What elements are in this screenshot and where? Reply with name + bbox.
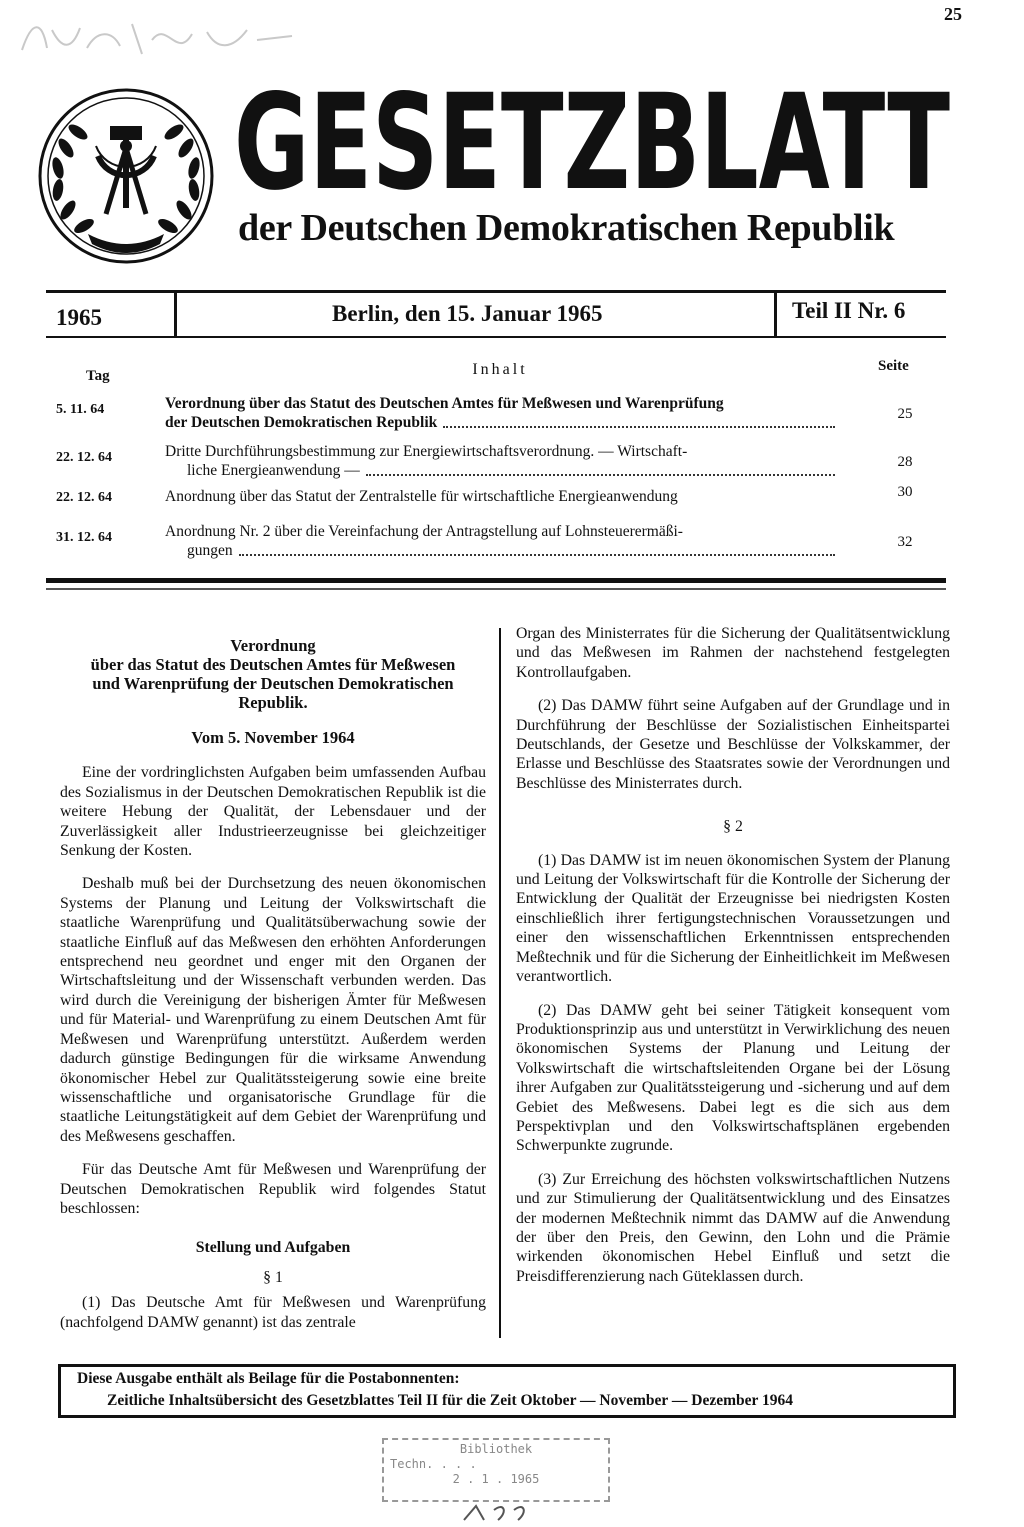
toc-page: 30 [897, 484, 913, 500]
place-and-date: Berlin, den 15. Januar 1965 [332, 301, 603, 326]
decree-heading-line: Verordnung [230, 636, 316, 655]
bar-top-rule [46, 290, 946, 293]
paragraph: Organ des Ministerrates für die Sicherung der Qualitätsentwicklung und das Meßwesen im Rahmen der nachstehend festgelegten Kontrollaufgaben. [516, 625, 950, 681]
section-mark: § 2 [723, 818, 743, 836]
toc-date: 31. 12. 64 [56, 530, 112, 545]
paragraph: (2) Das DAMW geht bei seiner Tätigkeit konsequent vom Produktionsprinzip aus und unterstützt in Verwirklichung des neuen ökonomischen Systems der Planung und Leitung der Volkswirtschaft die wirtschaftsleitenden Organe bei der Lösung ihrer Aufgaben zur Qualitätssteigerung und -sicherung und auf dem Gebiet des Meßwesens. Dabei legt es die sich aus dem Perspektivplan und den Volkswirtschaftsplänen ergebenden Schwerpunkte zugrunde. [516, 1001, 950, 1155]
left-column [60, 636, 486, 1346]
section-mark: § 1 [263, 1268, 283, 1286]
handwritten-signature-icon [2, 10, 302, 70]
stamp-line: 2 . 1 . 1965 [452, 1472, 540, 1486]
toc-entry-line: liche Energieanwendung — [187, 462, 360, 479]
decree-heading-line: über das Statut des Deutschen Amtes für Meßwesen [90, 655, 456, 674]
toc-entry[interactable] [165, 487, 835, 506]
column-divider [499, 628, 501, 1338]
toc-entry-line: gungen [187, 542, 233, 559]
supplement-notice-box [58, 1364, 956, 1418]
toc-date: 5. 11. 64 [56, 402, 105, 417]
toc-entry-line: der Deutschen Demokratischen Republik [165, 414, 438, 431]
toc-entry-line-wrap [165, 461, 835, 480]
toc-title: Inhalt [472, 361, 528, 378]
supplement-notice-line: Zeitliche Inhaltsübersicht des Gesetzblattes Teil II für die Zeit Oktober — November — Dezember 1964 [107, 1392, 793, 1409]
masthead [234, 78, 954, 196]
toc-page: 28 [897, 454, 913, 470]
toc-page: 25 [897, 406, 913, 422]
toc-page-header: Seite [878, 358, 909, 374]
decree-heading-line: und Warenprüfung der Deutschen Demokratischen [92, 674, 454, 693]
paragraph: Für das Deutsche Amt für Meßwesen und Warenprüfung der Deutschen Demokratischen Republik wird folgendes Statut beschlossen: [60, 1161, 486, 1217]
section-title: Stellung und Aufgaben [195, 1239, 351, 1257]
decree-date: Vom 5. November 1964 [191, 728, 355, 747]
issue-number: Teil II Nr. 6 [792, 298, 906, 323]
stamp-line: Techn. . . . [390, 1457, 477, 1471]
toc-page: 32 [897, 534, 913, 550]
paragraph: Deshalb muß bei der Durchsetzung des neuen ökonomischen Systems der Planung und Leitung der Volkswirtschaft die staatliche Warenprüfung und Qualitätsüberwachung sowie der staatliche Einfluß auf das Meßwesen den erhöhten Anforderungen entsprechend neu geordnet und enger mit den Organen der Wirtschaftsleitung und der Wissenschaft verbunden werden. Das wird durch die Vereinigung der bisherigen Ämter für Meßwesen und für Material- und Warenprüfung zu einem Deutschen Amt für Meßwesen und Warenprüfung unterstützt. Außerdem werden dadurch günstige Bedingungen für die wirksame Anwendung ökonomischer Hebel zur Qualitätssteigerung sowie eine breite wissenschaftliche und organisatorische Grundlage für die staatliche Leitungstätigkeit auf dem Gebiet der Warenprüfung und des Meßwesens geschaffen. [60, 875, 486, 1145]
decree-heading-line: Republik. [238, 693, 308, 712]
toc-entry-line: Verordnung über das Statut des Deutschen Amtes für Meßwesen und Warenprüfung [165, 395, 724, 412]
paragraph: (1) Das DAMW ist im neuen ökonomischen System der Planung und Leitung der Volkswirtschaft für die Kontrolle der Sicherung der Entwicklung der Qualität der Erzeugnisse bei niedrigsten Kosten einschließlich ihrer fertigungstechnischen Voraussetzungen und einer den wissenschaftlichen Erkenntnissen entsprechenden Meßtechnik und für die Sicherung der Einheitlichkeit im Meßwesen verantwortlich. [516, 851, 950, 986]
pencil-mark-icon [456, 1500, 546, 1522]
supplement-notice-line: Diese Ausgabe enthält als Beilage für die Postabonnenten: [77, 1370, 460, 1387]
bar-divider [174, 292, 177, 338]
toc-date: 22. 12. 64 [56, 450, 112, 465]
toc-entry-line-wrap [165, 413, 835, 432]
toc-entry[interactable] [165, 394, 835, 432]
publication-subtitle: der Deutschen Demokratischen Republik [238, 207, 895, 249]
paragraph: Eine der vordringlichsten Aufgaben beim umfassenden Aufbau des Sozialismus in der Deutschen Demokratischen Republik ist die weitere Hebung der Qualität, der Lebensdauer und der Zuverlässigkeit aller Industrieerzeugnisse bei gleichzeitiger Senkung der Kosten. [60, 764, 486, 860]
gdr-state-emblem-icon [36, 86, 216, 266]
toc-date-header: Tag [86, 368, 110, 384]
leader-dots [443, 413, 835, 428]
stamp-line: Bibliothek [459, 1442, 533, 1456]
leader-dots [239, 541, 835, 556]
page-number: 25 [944, 4, 962, 24]
decree-heading [60, 636, 486, 712]
paragraph: (1) Das Deutsche Amt für Meßwesen und Warenprüfung (nachfolgend DAMW genannt) ist das zentrale [60, 1294, 486, 1331]
library-stamp [382, 1438, 610, 1502]
toc-date: 22. 12. 64 [56, 490, 112, 505]
leader-dots [366, 461, 835, 476]
contents-bottom-rule [46, 578, 946, 583]
issue-year: 1965 [56, 305, 102, 330]
toc-entry-line: Anordnung Nr. 2 über die Vereinfachung der Antragstellung auf Lohnsteuerermäßi- [165, 523, 683, 540]
right-column [516, 624, 950, 1300]
toc-entry-line: Dritte Durchführungsbestimmung zur Energiewirtschaftsverordnung. — Wirtschaft- [165, 443, 688, 460]
bar-divider [774, 292, 777, 338]
contents-bottom-rule-thin [46, 588, 946, 590]
toc-entry-line-wrap [165, 541, 835, 560]
paragraph: (3) Zur Erreichung des höchsten volkswirtschaftlichen Nutzens und zur Stimulierung der Qualitätsentwicklung und des Einsatzes der modernen Meßtechnik nimmt das DAMW auf die Anwendung der über den Preis, den Gewinn, den Lohn und die Prämie wirkenden ökonomischen Hebel Einfluß und setzt die Preisdifferenzierung nach Güteklassen durch. [516, 1170, 950, 1285]
bar-bottom-rule [46, 336, 946, 338]
masthead-title: GESETZBLATT [234, 78, 950, 196]
paragraph: (2) Das DAMW führt seine Aufgaben auf der Grundlage und in Durchführung der Beschlüsse der Sozialistischen Einheitspartei Deutschlands, der Gesetze und Beschlüsse der Volkskammer, der Erlasse und Beschlüsse des Staatsrates sowie der Verordnungen und Beschlüsse des Ministerrates durch. [516, 697, 950, 792]
toc-entry[interactable] [165, 442, 835, 480]
toc-entry[interactable] [165, 522, 835, 560]
toc-entry-line: Anordnung über das Statut der Zentralstelle für wirtschaftliche Energieanwendung [165, 488, 678, 505]
